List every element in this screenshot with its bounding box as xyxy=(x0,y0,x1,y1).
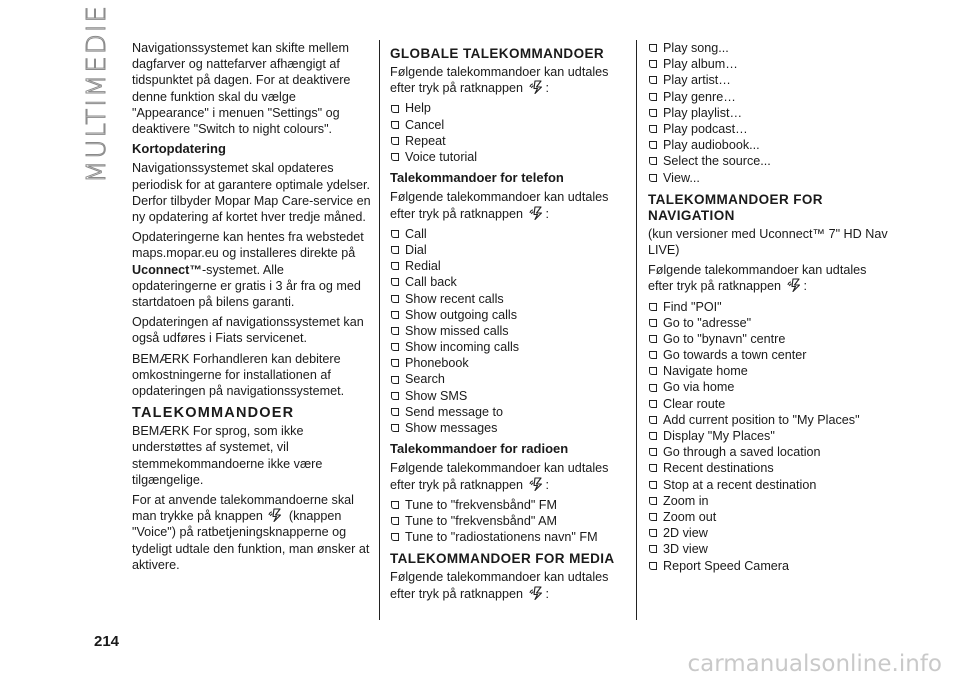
page-number: 214 xyxy=(94,633,120,650)
navigation-commands-intro: Følgende talekommandoer kan udtales efter tryk på ratknappen : xyxy=(648,263,867,294)
global-intro-text: Følgende talekommandoer kan udtales efter tryk på ratknappen xyxy=(390,65,609,96)
chapter-title: MULTIMEDIE xyxy=(82,4,112,183)
command-text: Voice tutorial xyxy=(405,149,478,164)
checkbox-bullet-icon xyxy=(391,392,399,400)
command-item xyxy=(390,133,630,149)
voice-button-icon xyxy=(529,477,544,491)
phone-commands-list xyxy=(390,226,630,436)
checkbox-bullet-icon xyxy=(649,335,657,343)
checkbox-bullet-icon xyxy=(649,513,657,521)
command-item xyxy=(648,396,888,412)
command-text: Display "My Places" xyxy=(663,429,775,443)
command-text: Search xyxy=(405,372,445,387)
command-item xyxy=(390,420,630,436)
command-text: Go towards a town center xyxy=(663,348,807,363)
command-item xyxy=(390,291,630,307)
column-divider-1 xyxy=(379,40,380,620)
voice-usage-text-a: For at anvende talekommandoerne skal man trykke på knappen xyxy=(132,493,354,524)
checkbox-bullet-icon xyxy=(649,400,657,408)
command-item xyxy=(648,40,888,56)
command-item xyxy=(390,371,630,387)
command-item xyxy=(648,121,888,137)
command-text: Phonebook xyxy=(405,356,469,371)
checkbox-bullet-icon xyxy=(649,448,657,456)
checkbox-bullet-icon xyxy=(391,153,399,161)
command-text: Show SMS xyxy=(405,388,468,403)
command-item xyxy=(390,388,630,404)
phone-intro-text: Følgende talekommandoer kan udtales efter tryk på ratknappen xyxy=(390,190,609,221)
command-text: Go to "adresse" xyxy=(663,315,752,330)
command-item xyxy=(390,497,630,513)
command-text: Call back xyxy=(405,275,457,290)
checkbox-bullet-icon xyxy=(649,367,657,375)
command-text: Zoom out xyxy=(663,509,717,524)
command-text: Tune to "frekvensbånd" AM xyxy=(405,514,557,528)
command-text: Tune to "frekvensbånd" FM xyxy=(405,497,557,512)
navigation-intro-text: Følgende talekommandoer kan udtales efter tryk på ratknappen xyxy=(648,263,867,294)
checkbox-bullet-icon xyxy=(391,424,399,432)
checkbox-bullet-icon xyxy=(391,262,399,270)
checkbox-bullet-icon xyxy=(649,545,657,553)
command-text: Cancel xyxy=(405,117,445,132)
media-commands-intro: Følgende talekommandoer kan udtales efter tryk på ratknappen : xyxy=(390,570,609,601)
checkbox-bullet-icon xyxy=(649,351,657,359)
command-item xyxy=(648,299,888,315)
command-text: Show recent calls xyxy=(405,291,504,306)
command-item xyxy=(648,137,888,153)
checkbox-bullet-icon xyxy=(391,501,399,509)
checkbox-bullet-icon xyxy=(649,109,657,117)
checkbox-bullet-icon xyxy=(649,529,657,537)
command-item xyxy=(648,331,888,347)
command-text: Tune to "radiostationens navn" FM xyxy=(405,530,598,545)
command-item xyxy=(648,477,888,493)
command-text: Play artist… xyxy=(663,73,731,88)
command-item xyxy=(648,444,888,460)
command-text: Show incoming calls xyxy=(405,340,520,355)
command-text: Play audiobook... xyxy=(663,138,760,153)
command-item xyxy=(390,149,630,165)
radio-commands-heading: Talekommandoer for radioen xyxy=(390,441,569,457)
column-divider-2 xyxy=(636,40,637,620)
command-item xyxy=(390,274,630,290)
command-item xyxy=(648,170,888,186)
command-text: Send message to xyxy=(405,404,504,419)
checkbox-bullet-icon xyxy=(391,359,399,367)
voice-button-icon xyxy=(268,508,283,522)
map-update-text-a: Opdateringerne kan hentes fra webstedet maps.mopar.eu og installeres direkte på xyxy=(132,230,364,261)
column-1 xyxy=(132,40,372,577)
command-item xyxy=(390,404,630,420)
phone-commands-intro: Følgende talekommandoer kan udtales efter tryk på ratknappen : xyxy=(390,190,609,221)
command-item xyxy=(390,307,630,323)
command-text: Help xyxy=(405,101,431,116)
checkbox-bullet-icon xyxy=(391,121,399,129)
command-text: Go via home xyxy=(663,380,735,395)
command-item xyxy=(648,89,888,105)
command-text: Navigate home xyxy=(663,364,748,379)
command-item xyxy=(390,242,630,258)
command-item xyxy=(390,226,630,242)
uconnect-brand: Uconnect™ xyxy=(132,262,202,277)
media-intro-text: Følgende talekommandoer kan udtales efter tryk på ratknappen xyxy=(390,570,609,601)
command-text: Show messages xyxy=(405,421,498,436)
command-item xyxy=(648,105,888,121)
column-2 xyxy=(390,40,630,606)
checkbox-bullet-icon xyxy=(649,416,657,424)
command-item xyxy=(648,347,888,363)
checkbox-bullet-icon xyxy=(649,76,657,84)
command-item xyxy=(648,153,888,169)
command-text: View... xyxy=(663,170,700,185)
command-item xyxy=(390,117,630,133)
global-commands-list xyxy=(390,100,630,165)
command-text: Play song... xyxy=(663,41,729,55)
radio-intro-text: Følgende talekommandoer kan udtales efter tryk på ratknappen xyxy=(390,461,609,492)
voice-button-icon xyxy=(529,586,544,600)
command-text: 3D view xyxy=(663,542,708,557)
command-item xyxy=(390,323,630,339)
command-text: Go to "bynavn" centre xyxy=(663,331,786,346)
checkbox-bullet-icon xyxy=(649,481,657,489)
command-text: Report Speed Camera xyxy=(663,558,790,573)
command-text: Show missed calls xyxy=(405,323,509,338)
command-item xyxy=(648,315,888,331)
checkbox-bullet-icon xyxy=(649,141,657,149)
radio-commands-list xyxy=(390,497,630,546)
column-3 xyxy=(648,40,888,579)
checkbox-bullet-icon xyxy=(649,93,657,101)
command-item xyxy=(648,525,888,541)
command-text: Clear route xyxy=(663,396,726,411)
command-text: Zoom in xyxy=(663,493,709,508)
command-text: 2D view xyxy=(663,526,708,541)
command-text: Stop at a recent destination xyxy=(663,477,817,492)
checkbox-bullet-icon xyxy=(391,517,399,525)
command-item xyxy=(648,493,888,509)
command-item xyxy=(390,339,630,355)
checkbox-bullet-icon xyxy=(649,303,657,311)
checkbox-bullet-icon xyxy=(391,311,399,319)
command-item xyxy=(390,258,630,274)
voice-button-icon xyxy=(787,278,802,292)
command-item xyxy=(648,541,888,557)
checkbox-bullet-icon xyxy=(649,562,657,570)
command-text: Recent destinations xyxy=(663,461,774,476)
checkbox-bullet-icon xyxy=(649,174,657,182)
voice-button-icon xyxy=(529,206,544,220)
checkbox-bullet-icon xyxy=(391,343,399,351)
checkbox-bullet-icon xyxy=(391,408,399,416)
checkbox-bullet-icon xyxy=(391,137,399,145)
checkbox-bullet-icon xyxy=(649,125,657,133)
map-update-text-b: -systemet. Alle opdateringerne er gratis i 3 år fra og med startdatoen på bilens garanti. xyxy=(132,262,361,310)
map-update-heading: Kortopdatering xyxy=(132,141,226,157)
navigation-commands-list xyxy=(648,299,888,574)
command-item xyxy=(648,379,888,395)
command-item xyxy=(648,558,888,574)
checkbox-bullet-icon xyxy=(391,295,399,303)
command-text: Play podcast… xyxy=(663,121,748,136)
voice-button-icon xyxy=(529,80,544,94)
checkbox-bullet-icon xyxy=(391,246,399,254)
command-text: Find "POI" xyxy=(663,299,722,314)
command-item xyxy=(390,355,630,371)
command-item xyxy=(390,529,630,545)
checkbox-bullet-icon xyxy=(649,319,657,327)
checkbox-bullet-icon xyxy=(391,105,399,113)
checkbox-bullet-icon xyxy=(649,464,657,472)
map-update-note: BEMÆRK Forhandleren kan debitere omkostningerne for installationen af opdateringen på navigationssystemet. xyxy=(132,351,345,399)
global-commands-heading: GLOBALE TALEKOMMANDOER xyxy=(390,46,605,61)
command-item xyxy=(390,513,630,529)
command-text: Add current position to "My Places" xyxy=(663,412,860,427)
command-text: Play album… xyxy=(663,57,738,72)
map-update-paragraph-1: Navigationssystemet skal opdateres periodisk for at garantere optimale ydelser. Derfor tilbyder Mopar Map Care-service en ny opdatering af kortet hver tredje måned. xyxy=(132,161,371,225)
checkbox-bullet-icon xyxy=(391,533,399,541)
command-item xyxy=(648,509,888,525)
radio-commands-intro: Følgende talekommandoer kan udtales efter tryk på ratknappen : xyxy=(390,461,609,492)
voice-language-note: BEMÆRK For sprog, som ikke understøttes af systemet, vil stemmekommandoerne ikke være tilgængelige. xyxy=(132,424,323,487)
command-item xyxy=(648,428,888,444)
checkbox-bullet-icon xyxy=(391,278,399,286)
command-text: Play genre… xyxy=(663,89,736,104)
command-item xyxy=(648,460,888,476)
command-text: Play playlist… xyxy=(663,105,743,120)
checkbox-bullet-icon xyxy=(649,384,657,392)
map-update-paragraph-2 xyxy=(132,229,372,310)
command-text: Redial xyxy=(405,259,441,274)
voice-commands-heading: TALEKOMMANDOER xyxy=(132,405,295,422)
command-item xyxy=(390,100,630,116)
map-update-paragraph-3: Opdateringen af navigationssystemet kan også udføres i Fiats servicenet. xyxy=(132,315,364,346)
checkbox-bullet-icon xyxy=(391,376,399,384)
command-text: Select the source... xyxy=(663,154,771,169)
checkbox-bullet-icon xyxy=(391,230,399,238)
checkbox-bullet-icon xyxy=(649,44,657,52)
command-text: Call xyxy=(405,226,427,241)
command-text: Repeat xyxy=(405,133,446,148)
command-text: Go through a saved location xyxy=(663,445,821,460)
checkbox-bullet-icon xyxy=(649,432,657,440)
global-commands-intro: Følgende talekommandoer kan udtales efter tryk på ratknappen : xyxy=(390,65,609,96)
checkbox-bullet-icon xyxy=(391,327,399,335)
command-text: Show outgoing calls xyxy=(405,307,518,322)
checkbox-bullet-icon xyxy=(649,157,657,165)
checkbox-bullet-icon xyxy=(649,497,657,505)
voice-usage-text-b: (knappen "Voice") på ratbetjeningsknapperne og tydeligt udtale den funktion, man ønsker at aktivere. xyxy=(132,509,370,572)
watermark: carmanualsonline.info xyxy=(687,651,942,677)
media-commands-heading: TALEKOMMANDOER FOR MEDIA xyxy=(390,551,615,567)
command-item xyxy=(648,412,888,428)
command-text: Dial xyxy=(405,242,427,257)
checkbox-bullet-icon xyxy=(649,60,657,68)
voice-usage-paragraph xyxy=(132,492,372,573)
command-item xyxy=(648,363,888,379)
command-item xyxy=(648,72,888,88)
night-mode-paragraph: Navigationssystemet kan skifte mellem dagfarver og nattefarver afhængigt af tidspunktet på dagen. For at deaktivere denne funktion skal du vælge "Appearance" i menuen "Settings" og deaktivere "Switch to night colours". xyxy=(132,41,351,137)
navigation-version-note: (kun versioner med Uconnect™ 7" HD Nav LIVE) xyxy=(648,226,888,257)
media-commands-list xyxy=(648,40,888,186)
navigation-commands-heading: TALEKOMMANDOER FOR NAVIGATION xyxy=(648,191,823,223)
command-item xyxy=(648,56,888,72)
phone-commands-heading: Talekommandoer for telefon xyxy=(390,170,564,186)
